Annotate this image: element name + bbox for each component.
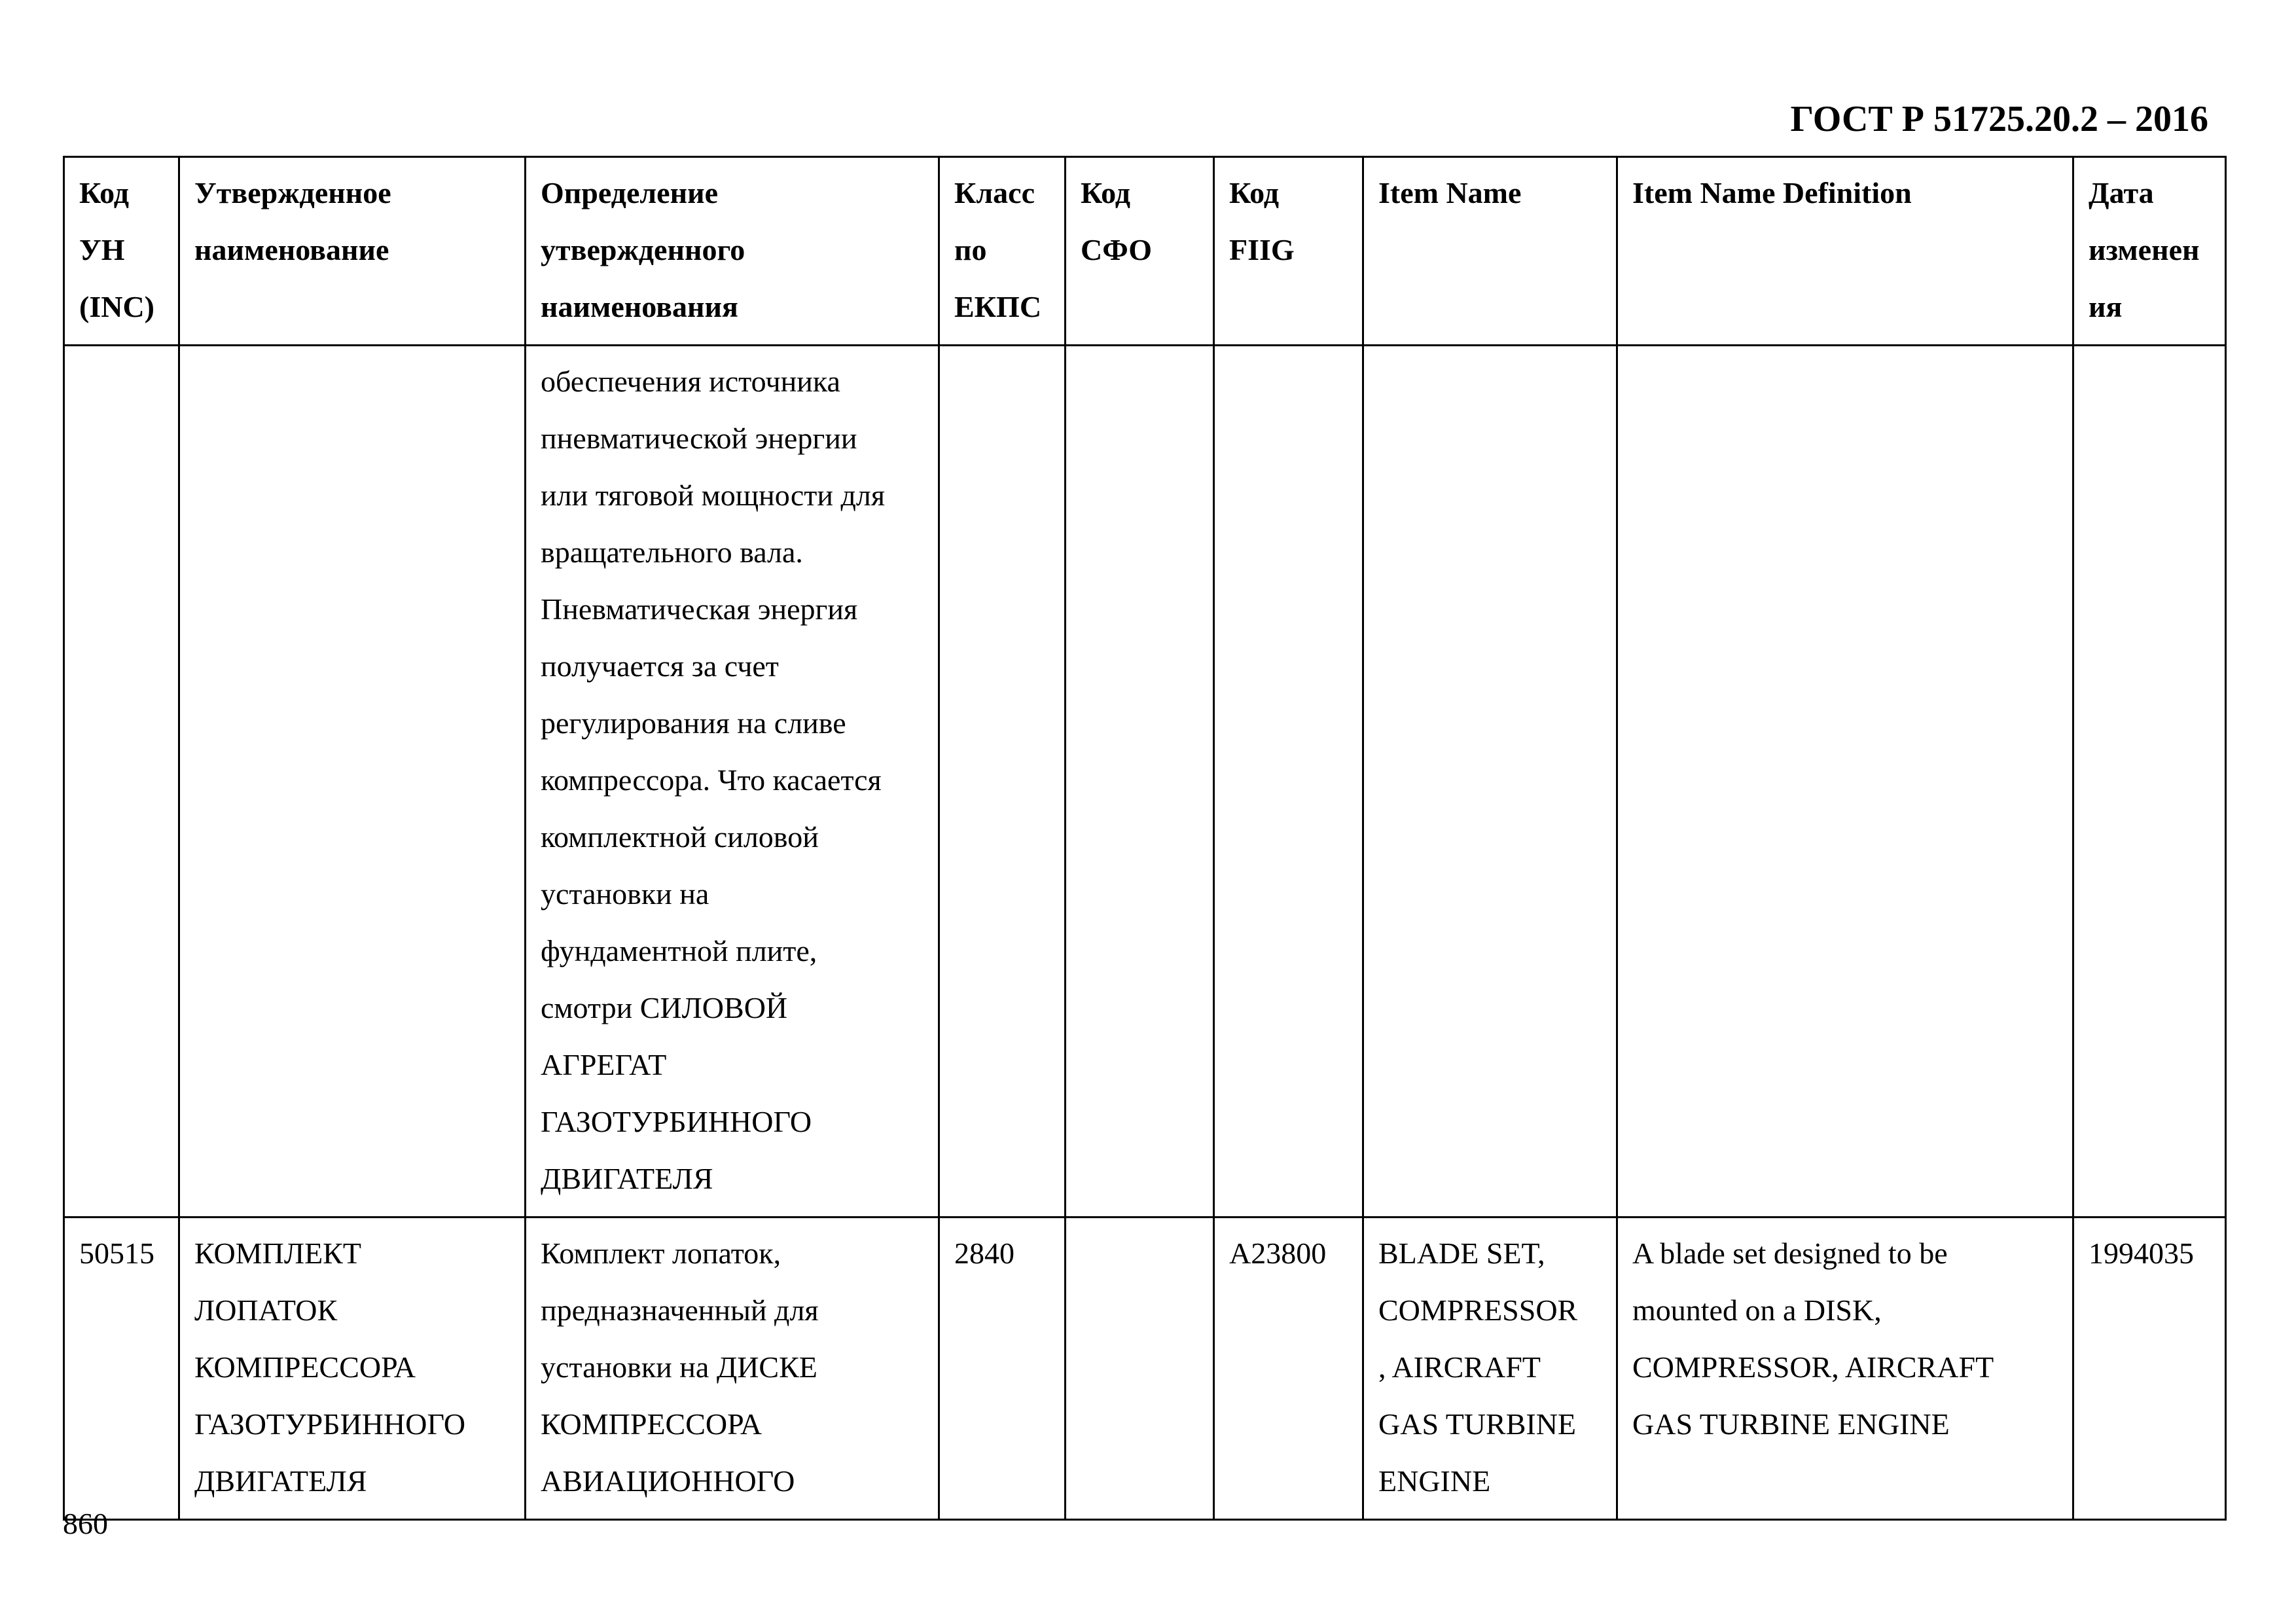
cell-text-line: ЛОПАТОК	[194, 1293, 338, 1327]
cell-text-line: установки на	[541, 877, 709, 911]
cell-inc-code	[64, 346, 179, 1218]
cell-text-line: (INC)	[79, 290, 154, 323]
page-number: 860	[63, 1507, 108, 1540]
cell-item-name-definition	[1617, 1218, 2073, 1520]
cell-text-line: СФО	[1081, 233, 1153, 266]
cell-text-line: утвержденного	[541, 233, 745, 266]
cell-approved-name	[179, 346, 526, 1218]
cell-text-line: ГАЗОТУРБИННОГО	[541, 1105, 812, 1138]
cell-text-line: ENGINE	[1378, 1464, 1491, 1498]
cell-text-line: УН	[79, 233, 125, 266]
header-class	[939, 157, 1066, 346]
cell-text-line: КОМПЛЕКТ	[194, 1236, 361, 1270]
cell-inc-code	[64, 1218, 179, 1520]
cell-text-line: A23800	[1229, 1236, 1327, 1270]
cell-text-line: по	[954, 233, 987, 266]
header-approved-name	[179, 157, 526, 346]
cell-text-line: 1994035	[2089, 1236, 2194, 1270]
cell-text-line: комплектной силовой	[541, 820, 819, 854]
header-sfo-code	[1066, 157, 1214, 346]
cell-text-line: ДВИГАТЕЛЯ	[194, 1464, 367, 1498]
cell-text-line: GAS TURBINE ENGINE	[1632, 1407, 1950, 1441]
cell-text-line: Код	[1081, 176, 1131, 209]
cell-text-line: вращательного вала.	[541, 535, 803, 569]
header-inc-code	[64, 157, 179, 346]
cell-text-line: Утвержденное	[194, 176, 391, 209]
cell-text-line: регулирования на сливе	[541, 706, 846, 740]
cell-class	[939, 1218, 1066, 1520]
header-item-name-definition	[1617, 157, 2073, 346]
cell-text-line: Класс	[954, 176, 1035, 209]
header-change-date	[2073, 157, 2226, 346]
standard-header: ГОСТ Р 51725.20.2 – 2016	[1790, 99, 2208, 139]
cell-text-line: КОМПРЕССОРА	[541, 1407, 762, 1441]
cell-fiig-code	[1214, 346, 1363, 1218]
table-row	[64, 346, 2226, 1218]
cell-text-line: Код	[1229, 176, 1280, 209]
cell-item-name-definition	[1617, 346, 2073, 1218]
cell-item-name	[1363, 346, 1617, 1218]
header-name-definition	[526, 157, 939, 346]
cell-text-line: A blade set designed to be	[1632, 1236, 1948, 1270]
cell-sfo-code	[1066, 1218, 1214, 1520]
cell-text-line: 2840	[954, 1236, 1014, 1270]
cell-text-line: Код	[79, 176, 130, 209]
cell-text-line: наименования	[541, 290, 738, 323]
cell-text-line: Определение	[541, 176, 719, 209]
cell-text-line: компрессора. Что касается	[541, 763, 882, 797]
cell-fiig-code	[1214, 1218, 1363, 1520]
cell-text-line: ия	[2089, 290, 2123, 323]
cell-text-line: наименование	[194, 233, 389, 266]
cell-text-line: установки на ДИСКЕ	[541, 1350, 817, 1384]
cell-change-date	[2073, 346, 2226, 1218]
cell-text-line: фундаментной плите,	[541, 934, 817, 967]
table-header-row	[64, 157, 2226, 346]
cell-text-line: FIIG	[1229, 233, 1295, 266]
cell-text-line: Комплект лопаток,	[541, 1236, 781, 1270]
cell-text-line: ДВИГАТЕЛЯ	[541, 1162, 713, 1195]
cell-text-line: АГРЕГАТ	[541, 1048, 667, 1081]
cell-text-line: Пневматическая энергия	[541, 592, 858, 626]
header-fiig-code	[1214, 157, 1363, 346]
cell-text-line: Дата	[2089, 176, 2154, 209]
cell-text-line: получается за счет	[541, 649, 779, 683]
cell-text-line: или тяговой мощности для	[541, 478, 886, 512]
cell-text-line: Item Name	[1378, 176, 1522, 209]
cell-sfo-code	[1066, 346, 1214, 1218]
cell-name-definition	[526, 346, 939, 1218]
cell-name-definition	[526, 1218, 939, 1520]
table-row	[64, 1218, 2226, 1520]
header-item-name	[1363, 157, 1617, 346]
cell-text-line: mounted on a DISK,	[1632, 1293, 1882, 1327]
cell-text-line: обеспечения источника	[541, 365, 840, 398]
classification-table	[63, 156, 2227, 1521]
cell-text-line: , AIRCRAFT	[1378, 1350, 1541, 1384]
cell-item-name	[1363, 1218, 1617, 1520]
cell-text-line: изменен	[2089, 233, 2200, 266]
cell-text-line: АВИАЦИОННОГО	[541, 1464, 795, 1498]
cell-change-date	[2073, 1218, 2226, 1520]
cell-class	[939, 346, 1066, 1218]
cell-text-line: COMPRESSOR, AIRCRAFT	[1632, 1350, 1994, 1384]
cell-text-line: Item Name Definition	[1632, 176, 1912, 209]
cell-text-line: BLADE SET,	[1378, 1236, 1545, 1270]
cell-text-line: COMPRESSOR	[1378, 1293, 1578, 1327]
cell-text-line: пневматической энергии	[541, 422, 857, 455]
cell-text-line: 50515	[79, 1236, 154, 1270]
cell-text-line: смотри СИЛОВОЙ	[541, 991, 788, 1024]
cell-text-line: КОМПРЕССОРА	[194, 1350, 416, 1384]
cell-text-line: GAS TURBINE	[1378, 1407, 1577, 1441]
cell-text-line: ЕКПС	[954, 290, 1042, 323]
cell-text-line: предназначенный для	[541, 1293, 819, 1327]
cell-text-line: ГАЗОТУРБИННОГО	[194, 1407, 466, 1441]
cell-approved-name	[179, 1218, 526, 1520]
